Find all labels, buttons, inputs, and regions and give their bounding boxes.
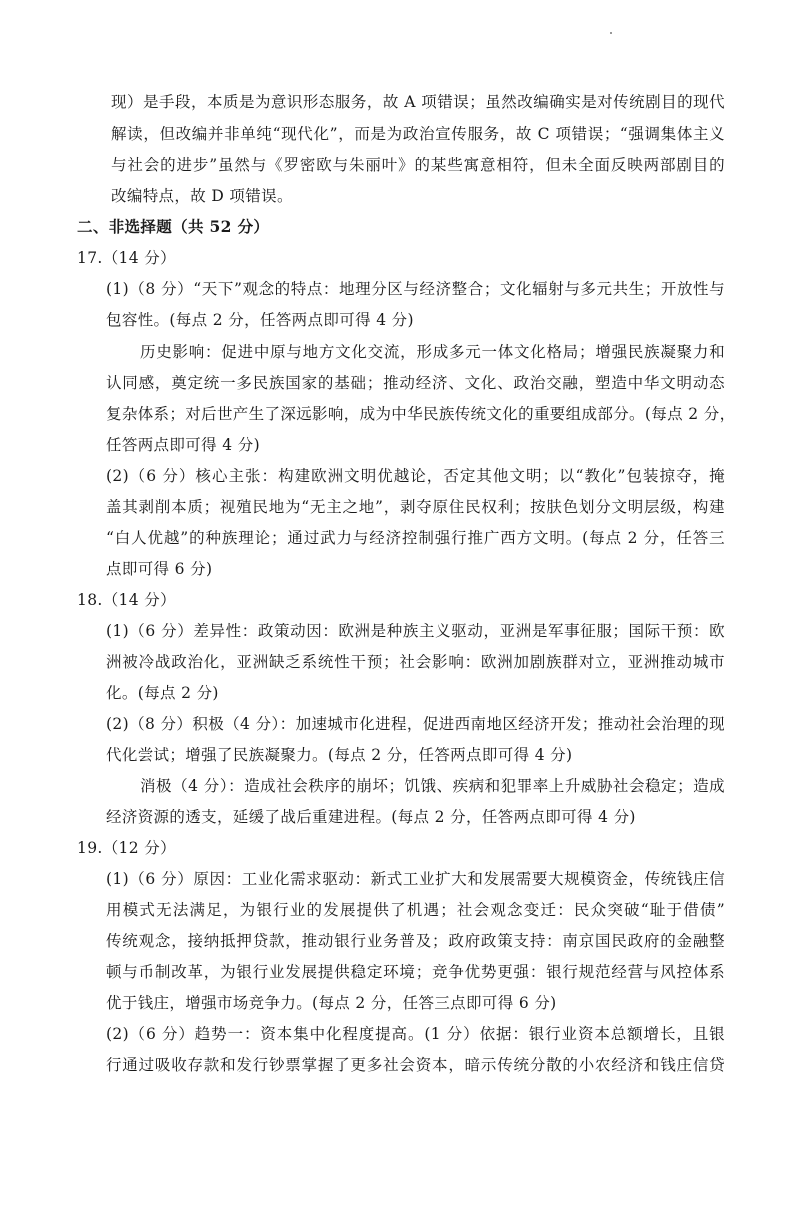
- text-line: (1)（6 分）原因：工业化需求驱动：新式工业扩大和发展需要大规模资金，传统钱庄信: [106, 870, 725, 888]
- text-line: 用模式无法满足，为银行业的发展提供了机遇；社会观念变迁：民众突破“耻于借债”: [106, 901, 725, 919]
- text-line: (1)（8 分）“天下”观念的特点：地理分区与经济整合；文化辐射与多元共生；开放性与: [106, 280, 725, 298]
- text-line: “白人优越”的种族理论；通过武力与经济控制强行推广西方文明。(每点 2 分，任答三: [106, 529, 725, 547]
- text-line: 经济资源的透支，延缓了战后重建进程。(每点 2 分，任答两点即可得 4 分): [106, 808, 636, 826]
- text-line: 现）是手段，本质是为意识形态服务，故 A 项错误；虽然改编确实是对传统剧目的现代: [111, 93, 725, 111]
- text-line: 包容性。(每点 2 分，任答两点即可得 4 分): [106, 311, 414, 329]
- text-line: 传统观念，接纳抵押贷款，推动银行业务普及；政府政策支持：南京国民政府的金融整: [106, 932, 725, 950]
- text-line: 任答两点即可得 4 分): [106, 436, 260, 454]
- text-line: 优于钱庄，增强市场竞争力。(每点 2 分，任答三点即可得 6 分): [106, 994, 557, 1012]
- text-line: 历史影响：促进中原与地方文化交流，形成多元一体文化格局；增强民族凝聚力和: [140, 343, 725, 361]
- text-line: 代化尝试；增强了民族凝聚力。(每点 2 分，任答两点即可得 4 分): [106, 746, 573, 764]
- text-line: 认同感，奠定统一多民族国家的基础；推动经济、文化、政治交融，塑造中华文明动态: [106, 374, 725, 392]
- text-line: 解读，但改编并非单纯“现代化”，而是为政治宣传服务，故 C 项错误；“强调集体主义: [111, 125, 725, 143]
- text-line: 消极（4 分）：造成社会秩序的崩坏；饥饿、疾病和犯罪率上升威胁社会稳定；造成: [140, 777, 725, 795]
- question-heading: 19.（12 分）: [77, 839, 176, 857]
- text-line: 点即可得 6 分): [106, 560, 213, 578]
- text-line: 与社会的进步”虽然与《罗密欧与朱丽叶》的某些寓意相符，但未全面反映两部剧目的: [111, 156, 725, 174]
- text-line: 顿与币制改革，为银行业发展提供稳定环境；竞争优势更强：银行规范经营与风控体系: [106, 963, 725, 981]
- question-heading: 17.（14 分）: [77, 249, 176, 267]
- text-line: 化。(每点 2 分): [106, 684, 219, 702]
- section-heading: 二、非选择题（共 52 分）: [77, 217, 270, 236]
- text-line: 改编特点，故 D 项错误。: [111, 187, 293, 205]
- text-line: 复杂体系；对后世产生了深远影响，成为中华民族传统文化的重要组成部分。(每点 2 分，: [106, 405, 736, 423]
- text-line: 盖其剥削本质；视殖民地为“无主之地”，剥夺原住民权利；按肤色划分文明层级，构建: [106, 498, 725, 516]
- text-line: (2)（6 分）核心主张：构建欧洲文明优越论，否定其他文明；以“教化”包装掠夺，掩: [106, 467, 725, 485]
- scan-speck: [610, 32, 612, 34]
- text-line: (2)（8 分）积极（4 分）：加速城市化进程，促进西南地区经济开发；推动社会治理的现: [106, 715, 725, 733]
- text-line: (1)（6 分）差异性：政策动因：欧洲是种族主义驱动，亚洲是军事征服；国际干预：欧: [106, 622, 725, 640]
- text-line: 洲被冷战政治化，亚洲缺乏系统性干预；社会影响：欧洲加剧族群对立，亚洲推动城市: [106, 653, 725, 671]
- question-heading: 18.（14 分）: [77, 591, 176, 609]
- text-line: (2)（6 分）趋势一：资本集中化程度提高。(1 分）依据：银行业资本总额增长，且银: [106, 1025, 725, 1043]
- text-line: 行通过吸收存款和发行钞票掌握了更多社会资本，暗示传统分散的小农经济和钱庄信贷: [106, 1056, 725, 1074]
